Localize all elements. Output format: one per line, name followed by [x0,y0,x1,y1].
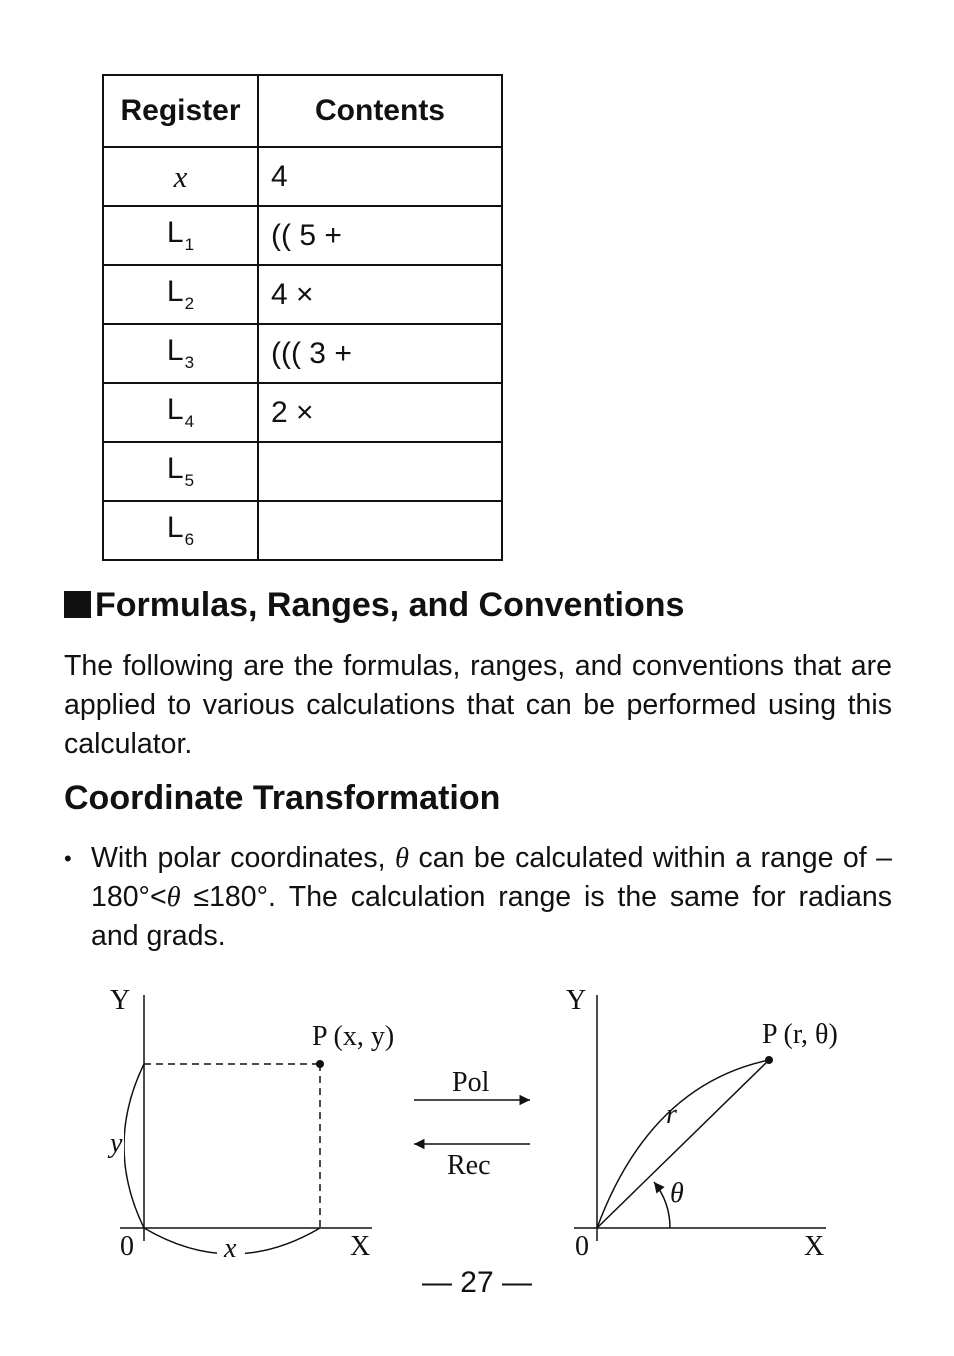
bullet-text-part3: ≤180°. The calculation range is the same for radians and grads. [91,881,892,952]
register-cell [103,206,258,265]
contents-cell: 4 × [258,265,502,324]
point-label-xy: P (x, y) [312,1021,395,1052]
register-cell [103,147,258,206]
register-label: $L_2$ [166,275,195,313]
right-y-axis-label: Y [566,985,587,1016]
register-cell [103,501,258,560]
pol-label: Pol [452,1067,490,1098]
contents-cell [258,442,502,501]
bullet-text-part2: can be calculated within a range of –180°< [91,842,893,913]
right-origin-label: 0 [575,1231,589,1262]
register-cell [103,442,258,501]
theta-label: θ [670,1178,684,1209]
polar-diagram [566,985,838,1262]
conversion-arrows [414,1067,530,1181]
point-p-polar [765,1056,773,1064]
coordinate-bullet [64,839,892,956]
right-x-axis-label: X [804,1231,825,1262]
y-brace [124,1064,144,1228]
register-row [103,147,502,206]
register-row [103,206,502,265]
contents-cell: 4 [258,147,502,206]
y-length-label: y [110,1128,123,1159]
register-table-body [103,147,502,560]
contents-cell: ((( 3 + [258,324,502,383]
rec-label: Rec [447,1150,491,1181]
register-table [102,74,503,561]
bullet-dot-icon: • [64,846,72,871]
section-heading [64,586,684,625]
register-row [103,501,502,560]
bullet-theta: θ [166,882,181,913]
register-label: x [173,158,188,194]
square-bullet-icon [64,591,91,618]
page-number: — 27 — [421,1266,533,1299]
contents-header: Contents [258,75,502,147]
r-label: r [666,1099,677,1130]
register-label: $L_3$ [166,334,195,372]
register-cell [103,324,258,383]
contents-cell [258,501,502,560]
register-header: Register [103,75,258,147]
section-title: Formulas, Ranges, and Conventions [95,586,685,624]
theta-arc-icon [654,1182,670,1228]
register-cell [103,383,258,442]
register-cell [103,265,258,324]
register-row [103,442,502,501]
bullet-text-part1: With polar coordinates, [91,842,396,874]
register-row [103,324,502,383]
register-row [103,265,502,324]
left-origin-label: 0 [120,1231,134,1262]
point-label-polar: P (r, θ) [762,1019,838,1050]
register-label: $L_6$ [166,511,195,549]
contents-cell: (( 5 + [258,206,502,265]
rectangular-diagram [106,985,394,1265]
contents-cell: 2 × [258,383,502,442]
coordinate-diagram [0,975,954,1265]
register-label: $L_4$ [166,393,195,431]
register-row [103,383,502,442]
left-x-axis-label: X [350,1231,371,1262]
coordinate-heading: Coordinate Transformation [64,779,501,817]
intro-paragraph: The following are the formulas, ranges, and conventions that are applied to various calculations that can be performed using this calculator. [64,650,892,760]
bullet-text [91,839,892,956]
x-length-label: x [224,1233,237,1264]
register-label: $L_5$ [166,452,195,490]
point-p-xy [316,1060,324,1068]
register-label: $L_1$ [166,216,195,254]
left-y-axis-label: Y [110,985,131,1016]
bullet-theta: θ [395,843,410,874]
